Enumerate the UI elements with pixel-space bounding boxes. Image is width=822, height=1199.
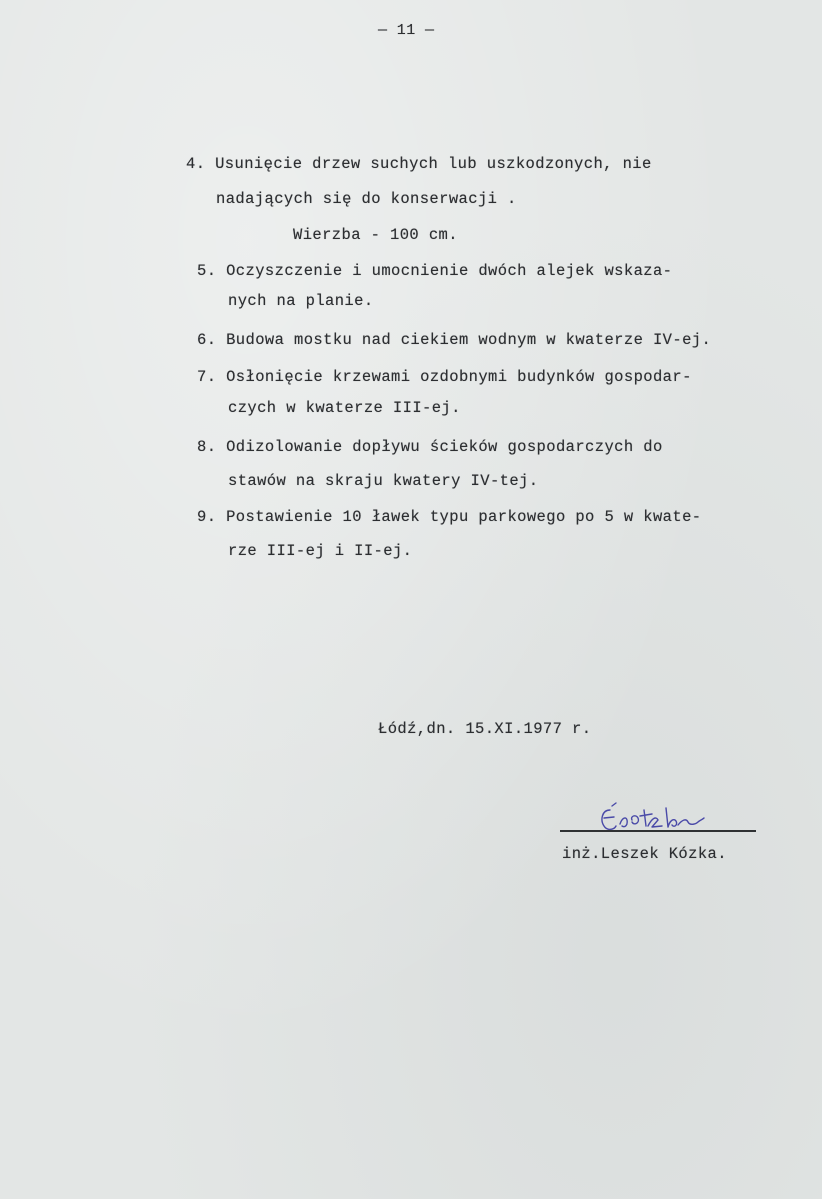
signer-name: inż.Leszek Kózka. bbox=[562, 845, 727, 863]
date-line: Łódź,dn. 15.XI.1977 r. bbox=[378, 720, 592, 738]
item-7-line-2: czych w kwaterze III-ej. bbox=[228, 399, 461, 417]
page-number: — 11 — bbox=[378, 22, 435, 39]
item-7-line-1: 7. Osłonięcie krzewami ozdobnymi budynków gospodar- bbox=[197, 368, 692, 386]
item-4-line-2: nadających się do konserwacji . bbox=[216, 190, 517, 208]
handwritten-signature bbox=[592, 798, 712, 838]
item-5-line-1: 5. Oczyszczenie i umocnienie dwóch alejek wskaza- bbox=[197, 262, 673, 280]
item-6-line-1: 6. Budowa mostku nad ciekiem wodnym w kwaterze IV-ej. bbox=[197, 331, 712, 349]
item-4-line-1: 4. Usunięcie drzew suchych lub uszkodzonych, nie bbox=[186, 155, 652, 173]
item-8-line-1: 8. Odizolowanie dopływu ścieków gospodarczych do bbox=[197, 438, 663, 456]
item-8-line-2: stawów na skraju kwatery IV-tej. bbox=[228, 472, 539, 490]
item-4-line-3: Wierzba - 100 cm. bbox=[293, 226, 458, 244]
item-9-line-2: rze III-ej i II-ej. bbox=[228, 542, 413, 560]
signature-line bbox=[560, 830, 756, 832]
item-9-line-1: 9. Postawienie 10 ławek typu parkowego po 5 w kwate- bbox=[197, 508, 702, 526]
item-5-line-2: nych na planie. bbox=[228, 292, 374, 310]
